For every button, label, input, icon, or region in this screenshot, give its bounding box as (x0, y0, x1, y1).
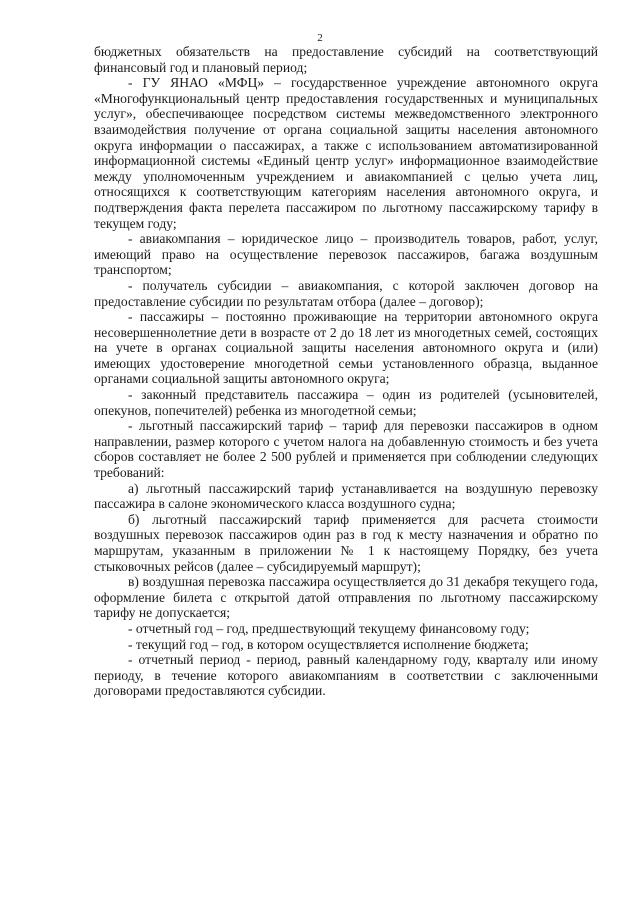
paragraph-mfc-definition: - ГУ ЯНАО «МФЦ» – государственное учреждение автономного округа «Многофункциональный центр предоставления государственных и муниципальных услуг», обеспечивающее посредством системы межведомственного электронного взаимодействия получение от органа социальной защиты населения автономного округа информации о пассажирах, а также с использованием автоматизированной информационной системы «Единый центр услуг» информационное взаимодействие между уполномоченным учреждением и авиакомпанией с целью учета лиц, относящихся к соответствующим категориям населения автономного округа, и подтверждения факта перелета пассажиром по льготному пассажирскому тарифу в текущем году; (94, 75, 598, 231)
paragraph-preferential-tariff: - льготный пассажирский тариф – тариф для перевозки пассажиров в одном направлении, размер которого с учетом налога на добавленную стоимость и без учета сборов составляет не более 2 500 рублей и применяется при соблюдении следующих требований: (94, 418, 598, 481)
paragraph-reporting-year: - отчетный год – год, предшествующий текущему финансовому году; (128, 620, 530, 636)
paragraph-requirement-a: а) льготный пассажирский тариф устанавливается на воздушную перевозку пассажира в салоне экономического класса воздушного судна; (94, 480, 598, 512)
paragraph-current-year: - текущий год – год, в котором осуществляется исполнение бюджета; (128, 636, 529, 652)
document-body (94, 44, 598, 699)
paragraph-recipient-definition: - получатель субсидии – авиакомпания, с которой заключен договор на предоставление субсидии по результатам отбора (далее – договор); (94, 277, 598, 309)
paragraph-budget-obligations: бюджетных обязательств на предоставление субсидий на соответствующий финансовый год и плановый период; (94, 44, 598, 75)
paragraph-passengers-definition: - пассажиры – постоянно проживающие на территории автономного округа несовершеннолетние дети в возрасте от 2 до 18 лет из многодетных семей, состоящих на учете в органах социальной защиты населения автономного округа и (или) имеющих удостоверение многодетной семьи установленного образца, выданное органами социальной защиты автономного округа; (94, 309, 598, 387)
paragraph-legal-representative: - законный представитель пассажира – один из родителей (усыновителей, опекунов, попечителей) ребенка из многодетной семьи; (94, 387, 598, 418)
paragraph-requirement-c: в) воздушная перевозка пассажира осуществляется до 31 декабря текущего года, оформление билета с открытой датой отправления по льготному пассажирскому тарифу не допускается; (94, 574, 598, 621)
page-number: 2 (317, 32, 323, 44)
paragraph-airline-definition: - авиакомпания – юридическое лицо – производитель товаров, работ, услуг, имеющий право на осуществление перевозок пассажиров, багажа воздушным транспортом; (94, 231, 598, 278)
paragraph-requirement-b: б) льготный пассажирский тариф применяется для расчета стоимости воздушных перевозок пассажиров один раз в год к месту назначения и обратно по маршрутам, указанным в приложении № 1 к настоящему Порядку, без учета стыковочных рейсов (далее – субсидируемый маршрут); (94, 511, 598, 574)
paragraph-reporting-period: - отчетный период - период, равный календарному году, кварталу или иному периоду, в течение которого авиакомпаниям в соответствии с заключенными договорами предоставляются субсидии. (94, 652, 598, 699)
